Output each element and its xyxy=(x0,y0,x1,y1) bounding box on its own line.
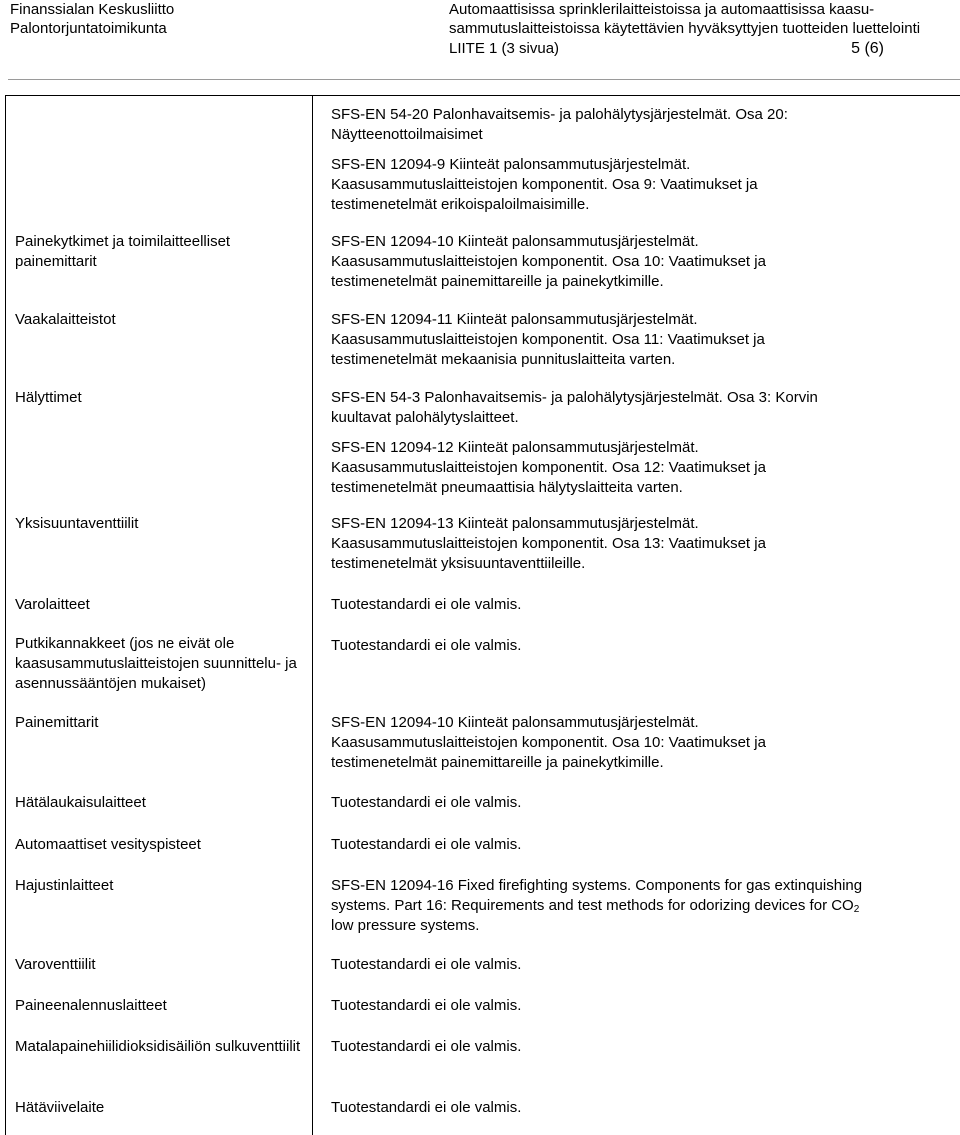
standard-cell xyxy=(331,438,865,498)
component-cell xyxy=(15,232,307,272)
standard-text: Tuotestandardi ei ole valmis. xyxy=(331,956,522,973)
component-text: Hätäviivelaite xyxy=(15,1099,105,1116)
standard-text: Tuotestandardi ei ole valmis. xyxy=(331,596,522,613)
standard-text: SFS-EN 12094-10 Kiinteät palonsammutusjärjestelmät. Kaasusammutuslaitteistojen komponentit. Osa 10: Vaatimukset ja testimenetelmät painemittareille ja painekytkimille. xyxy=(331,233,766,290)
standard-cell xyxy=(331,876,865,936)
standard-text: SFS-EN 12094-9 Kiinteät palonsammutusjärjestelmät. Kaasusammutuslaitteistojen komponentit. Osa 9: Vaatimukset ja testimenetelmät erikoispaloilmaisimille. xyxy=(331,156,758,213)
component-text: Automaattiset vesityspisteet xyxy=(15,836,201,853)
committee-name: Palontorjuntatoimikunta xyxy=(10,20,167,37)
standard-text: Tuotestandardi ei ole valmis. xyxy=(331,637,522,654)
standard-cell xyxy=(331,232,865,292)
header-divider xyxy=(8,79,960,80)
document-title-block xyxy=(449,0,920,38)
component-cell xyxy=(15,388,307,408)
appendix-line xyxy=(449,39,884,58)
document-title-line-1: Automaattisissa sprinklerilaitteistoissa ja automaattisissa kaasu- xyxy=(449,1,875,18)
standard-text: SFS-EN 54-3 Palonhavaitsemis- ja palohälytysjärjestelmät. Osa 3: Korvin kuultavat palohälytyslaitteet. xyxy=(331,389,818,426)
subscript-two: 2 xyxy=(853,904,860,915)
table-left-border xyxy=(5,95,6,1135)
standard-cell xyxy=(331,1098,865,1118)
component-text: Vaakalaitteistot xyxy=(15,311,116,328)
standard-cell xyxy=(331,1037,865,1057)
organization-name: Finanssialan Keskusliitto xyxy=(10,1,175,18)
standard-text: SFS-EN 12094-16 Fixed firefighting systems. Components for gas extinquishing systems. Part 16: Requirements and test methods for odorizing devices for $CO_2$ low pressure systems. xyxy=(331,877,863,934)
component-cell xyxy=(15,1098,307,1118)
organization-block xyxy=(10,0,174,38)
component-cell xyxy=(15,955,307,975)
component-text: Painekytkimet ja toimilaitteelliset painemittarit xyxy=(15,233,231,270)
component-cell xyxy=(15,310,307,330)
component-cell xyxy=(15,793,307,813)
component-cell xyxy=(15,835,307,855)
component-cell xyxy=(15,514,307,534)
component-text: Hajustinlaitteet xyxy=(15,877,114,894)
table-column-divider xyxy=(312,95,313,1135)
standard-text: Tuotestandardi ei ole valmis. xyxy=(331,997,522,1014)
component-text: Painemittarit xyxy=(15,714,99,731)
standard-cell xyxy=(331,514,865,574)
standard-text: SFS-EN 12094-10 Kiinteät palonsammutusjärjestelmät. Kaasusammutuslaitteistojen komponentit. Osa 10: Vaatimukset ja testimenetelmät painemittareille ja painekytkimille. xyxy=(331,714,766,771)
standard-cell xyxy=(331,155,865,215)
standard-text: Tuotestandardi ei ole valmis. xyxy=(331,1099,522,1116)
component-text: Putkikannakkeet (jos ne eivät ole kaasusammutuslaitteistojen suunnittelu- ja asennussääntöjen mukaiset) xyxy=(15,635,297,692)
standard-cell xyxy=(331,955,865,975)
component-cell xyxy=(15,713,307,733)
component-cell xyxy=(15,876,307,896)
standard-cell xyxy=(331,595,865,615)
standard-cell xyxy=(331,105,865,145)
component-cell xyxy=(15,595,307,615)
appendix-label: LIITE 1 (3 sivua) xyxy=(449,40,560,57)
page-number: 5 (6) xyxy=(851,40,884,57)
component-cell xyxy=(15,1037,307,1057)
standard-cell xyxy=(331,388,865,428)
component-text: Varoventtiilit xyxy=(15,956,96,973)
component-text: Matalapainehiilidioksidisäiliön sulkuventtiilit xyxy=(15,1038,301,1055)
component-text: Hätälaukaisulaitteet xyxy=(15,794,146,811)
table-top-border xyxy=(5,95,960,96)
standard-text: SFS-EN 12094-13 Kiinteät palonsammutusjärjestelmät. Kaasusammutuslaitteistojen komponentit. Osa 13: Vaatimukset ja testimenetelmät yksisuuntaventtiileille. xyxy=(331,515,766,572)
standard-text: SFS-EN 12094-11 Kiinteät palonsammutusjärjestelmät. Kaasusammutuslaitteistojen komponentit. Osa 11: Vaatimukset ja testimenetelmät mekaanisia punnituslaitteita varten. xyxy=(331,311,765,368)
component-text: Hälyttimet xyxy=(15,389,82,406)
standard-cell xyxy=(331,713,865,773)
standard-cell xyxy=(331,835,865,855)
document-title-line-2: sammutuslaitteistoissa käytettävien hyväksyttyjen tuotteiden luettelointi xyxy=(449,20,921,37)
standard-text: SFS-EN 12094-12 Kiinteät palonsammutusjärjestelmät. Kaasusammutuslaitteistojen komponentit. Osa 12: Vaatimukset ja testimenetelmät pneumaattisia hälytyslaitteita varten. xyxy=(331,439,766,496)
standard-cell xyxy=(331,996,865,1016)
standard-cell xyxy=(331,636,865,656)
component-text: Yksisuuntaventtiilit xyxy=(15,515,139,532)
standards-table xyxy=(5,95,960,1135)
standard-text: Tuotestandardi ei ole valmis. xyxy=(331,1038,522,1055)
standard-cell xyxy=(331,793,865,813)
component-text: Paineenalennuslaitteet xyxy=(15,997,167,1014)
standard-text: SFS-EN 54-20 Palonhavaitsemis- ja palohälytysjärjestelmät. Osa 20: Näytteenottoilmaisimet xyxy=(331,106,788,143)
standard-text: Tuotestandardi ei ole valmis. xyxy=(331,836,522,853)
component-cell xyxy=(15,634,307,694)
standard-cell xyxy=(331,310,865,370)
component-text: Varolaitteet xyxy=(15,596,90,613)
standard-text: Tuotestandardi ei ole valmis. xyxy=(331,794,522,811)
component-cell xyxy=(15,996,307,1016)
